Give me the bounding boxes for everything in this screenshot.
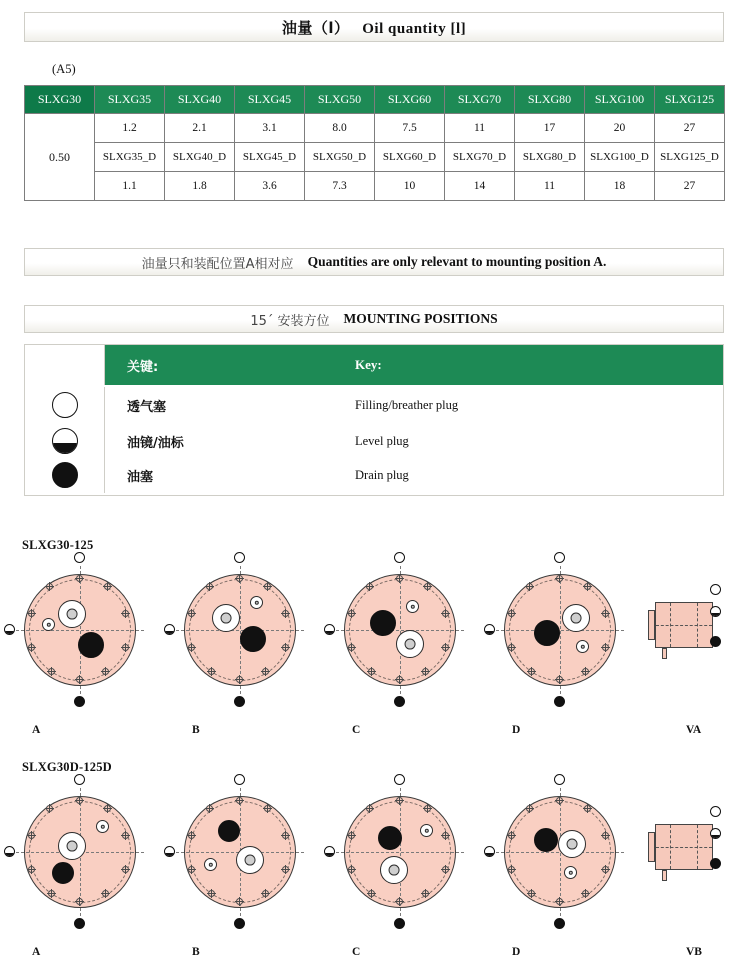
table-cell: 7.3 (305, 172, 375, 201)
table-cell: 20 (585, 114, 655, 143)
table-cell: 1.2 (95, 114, 165, 143)
table-row (25, 143, 725, 172)
centerline-vertical (400, 566, 401, 694)
bolt-icon (102, 668, 109, 675)
table-cell: SLXG40_D (165, 143, 235, 172)
input-shaft (378, 826, 402, 850)
bolt-icon (48, 668, 55, 675)
bolt-icon (28, 644, 35, 651)
bolt-icon (396, 575, 403, 582)
table-cell: 18 (585, 172, 655, 201)
gearbox-side-view (648, 824, 736, 870)
bolt-icon (206, 583, 213, 590)
bolt-icon (28, 866, 35, 873)
table-cell: SLXG45_D (235, 143, 305, 172)
marker-drain-plug (234, 918, 245, 929)
key-row-level-plug (25, 423, 723, 459)
bolt-icon (104, 583, 111, 590)
intermediate-shaft (420, 824, 433, 837)
table-cell: 27 (655, 172, 725, 201)
table-cell: 7.5 (375, 114, 445, 143)
bolt-icon (236, 575, 243, 582)
gear-position-label: C (352, 946, 361, 958)
bolt-icon (208, 890, 215, 897)
bolt-icon (396, 676, 403, 683)
mounting-diagram-row-d-variant (10, 784, 740, 964)
table-row (25, 114, 725, 143)
table-header-cell: SLXG50 (305, 86, 375, 114)
table-row (25, 172, 725, 201)
table-header-cell: SLXG35 (95, 86, 165, 114)
key-header-symbol-column (25, 345, 105, 385)
table-cell: 14 (445, 172, 515, 201)
bolt-icon (208, 668, 215, 675)
bolt-icon (188, 644, 195, 651)
bolt-icon (508, 610, 515, 617)
table-cell: SLXG125_D (655, 143, 725, 172)
mounting-flange (648, 610, 655, 640)
bolt-icon (396, 797, 403, 804)
key-symbol-cell (25, 423, 105, 459)
intermediate-shaft (564, 866, 577, 879)
marker-drain-plug (554, 918, 565, 929)
centerline-horizontal (656, 625, 712, 626)
table-cell: 3.6 (235, 172, 305, 201)
key-label-en: Drain plug (355, 467, 409, 482)
output-shaft (58, 600, 86, 628)
key-row-filling-breather-plug (25, 387, 723, 423)
output-shaft (58, 832, 86, 860)
gear-position-label: VA (686, 724, 702, 736)
bolt-icon (366, 805, 373, 812)
bolt-icon (526, 805, 533, 812)
note-text-cn: 油量只和装配位置A相对应 (141, 256, 294, 272)
gear-position-label: B (192, 946, 200, 958)
marker-level-plug (164, 624, 175, 635)
bolt-icon (188, 866, 195, 873)
bolt-icon (264, 583, 271, 590)
table-cell: SLXG60_D (375, 143, 445, 172)
bolt-icon (262, 890, 269, 897)
bolt-icon (366, 583, 373, 590)
table-header-cell: SLXG45 (235, 86, 305, 114)
mounting-text-en: MOUNTING POSITIONS (343, 311, 498, 326)
gear-position-label: B (192, 724, 200, 736)
key-header-en: Key: (355, 357, 382, 372)
marker-filling-breather-plug (710, 584, 721, 595)
marker-filling-breather-plug (710, 806, 721, 817)
bolt-icon (582, 668, 589, 675)
mounting-positions-bar (24, 305, 724, 333)
centerline-vertical (240, 566, 241, 694)
bolt-icon (188, 832, 195, 839)
marker-drain-plug (394, 918, 405, 929)
bolt-icon (602, 866, 609, 873)
bolt-icon (442, 610, 449, 617)
page-title-cn: 油量（l） (281, 18, 350, 37)
gear-diagram-position-vb (640, 784, 747, 964)
housing-body-side (655, 602, 713, 648)
table-cell: 1.8 (165, 172, 235, 201)
marker-level-plug (4, 846, 15, 857)
intermediate-shaft (576, 640, 589, 653)
bolt-icon (556, 797, 563, 804)
bolt-icon (282, 866, 289, 873)
mounting-flange (648, 832, 655, 862)
gear-position-label: A (32, 724, 41, 736)
page-title-en: Oil quantity [l] (362, 20, 467, 37)
bolt-icon (556, 676, 563, 683)
key-row-drain-plug (25, 457, 723, 493)
output-shaft (380, 856, 408, 884)
output-shaft (236, 846, 264, 874)
gear-diagram-position-c (330, 562, 470, 742)
housing-body-side (655, 824, 713, 870)
gear-diagram-position-b (170, 784, 310, 964)
key-label-en: Level plug (355, 433, 409, 448)
bolt-icon (76, 676, 83, 683)
bolt-icon (122, 866, 129, 873)
bolt-icon (188, 610, 195, 617)
marker-level-plug (324, 846, 335, 857)
table-cell: 27 (655, 114, 725, 143)
gearbox-housing (504, 796, 616, 908)
key-legend-header (25, 345, 723, 385)
bolt-icon (422, 890, 429, 897)
key-label-en: Filling/breather plug (355, 397, 459, 412)
input-shaft (240, 626, 266, 652)
bolt-icon (46, 805, 53, 812)
key-label-cn: 油镜/油标 (127, 435, 184, 451)
gearbox-housing (344, 796, 456, 908)
bolt-icon (602, 644, 609, 651)
table-cell: 10 (375, 172, 445, 201)
bolt-icon (282, 610, 289, 617)
key-header-cn: 关键: (127, 359, 159, 375)
gear-diagram-position-d (490, 784, 630, 964)
input-shaft (52, 862, 74, 884)
mounting-diagram-row-standard (10, 562, 740, 742)
input-shaft (78, 632, 104, 658)
bolt-icon (528, 668, 535, 675)
key-label-cn: 透气塞 (127, 399, 167, 415)
bolt-icon (508, 832, 515, 839)
bolt-icon (348, 610, 355, 617)
output-shaft (212, 604, 240, 632)
page-title (282, 17, 466, 38)
gear-diagram-position-c (330, 784, 470, 964)
plug-half-icon (52, 428, 78, 454)
input-shaft (370, 610, 396, 636)
marker-level-plug (324, 624, 335, 635)
marker-filling-breather-plug (554, 552, 565, 563)
table-header-cell: SLXG125 (655, 86, 725, 114)
table-cell: 17 (515, 114, 585, 143)
table-header-cell: SLXG40 (165, 86, 235, 114)
intermediate-shaft (204, 858, 217, 871)
table-header-cell: SLXG100 (585, 86, 655, 114)
bolt-icon (76, 898, 83, 905)
bolt-icon (264, 805, 271, 812)
table-cell: 8.0 (305, 114, 375, 143)
oil-quantity-table (24, 85, 725, 201)
table-cell: 2.1 (165, 114, 235, 143)
table-header-cell: SLXG70 (445, 86, 515, 114)
centerline-horizontal (656, 847, 712, 848)
table-header-cell: SLXG30 (25, 86, 95, 114)
gear-position-label: C (352, 724, 361, 736)
bolt-icon (556, 898, 563, 905)
section-heading-slxg30d-125d: SLXG30D-125D (22, 760, 112, 774)
bolt-icon (348, 832, 355, 839)
intermediate-shaft (96, 820, 109, 833)
key-label-cn: 油塞 (127, 469, 154, 485)
bolt-icon (348, 644, 355, 651)
output-shaft (562, 604, 590, 632)
plug-open-icon (52, 392, 78, 418)
table-cell: SLXG35_D (95, 143, 165, 172)
marker-level-plug (484, 846, 495, 857)
section-heading-slxg30-125: SLXG30-125 (22, 538, 94, 552)
marker-level-plug (710, 828, 721, 839)
first-column-value: 0.50 (25, 114, 95, 201)
bolt-icon (236, 676, 243, 683)
shaft-stub (662, 870, 667, 881)
bolt-icon (526, 583, 533, 590)
gearbox-housing (24, 574, 136, 686)
bolt-icon (236, 797, 243, 804)
bolt-icon (584, 805, 591, 812)
note-bar (24, 248, 724, 276)
bolt-icon (556, 575, 563, 582)
bolt-icon (442, 866, 449, 873)
marker-filling-breather-plug (74, 774, 85, 785)
bolt-icon (582, 890, 589, 897)
bolt-icon (262, 668, 269, 675)
shaft-stub (662, 648, 667, 659)
gear-diagram-position-va (640, 562, 747, 742)
gear-diagram-position-b (170, 562, 310, 742)
bolt-icon (122, 644, 129, 651)
bolt-icon (102, 890, 109, 897)
marker-filling-breather-plug (234, 774, 245, 785)
table-header-cell: SLXG80 (515, 86, 585, 114)
input-shaft (218, 820, 240, 842)
marker-level-plug (4, 624, 15, 635)
key-legend-box (24, 344, 724, 496)
gear-position-label: VB (686, 946, 702, 958)
marker-drain-plug (74, 696, 85, 707)
bolt-icon (508, 866, 515, 873)
table-cell: SLXG80_D (515, 143, 585, 172)
gear-position-label: D (512, 724, 521, 736)
gearbox-housing (184, 574, 296, 686)
marker-drain-plug (710, 858, 721, 869)
marker-filling-breather-plug (394, 774, 405, 785)
bolt-icon (442, 644, 449, 651)
table-header-row (25, 86, 725, 114)
bolt-icon (442, 832, 449, 839)
intermediate-shaft (42, 618, 55, 631)
marker-drain-plug (554, 696, 565, 707)
page-title-bar (24, 12, 724, 42)
bolt-icon (236, 898, 243, 905)
bolt-icon (422, 668, 429, 675)
bolt-icon (206, 805, 213, 812)
marker-filling-breather-plug (234, 552, 245, 563)
bolt-icon (396, 898, 403, 905)
bolt-icon (76, 575, 83, 582)
table-cell: 3.1 (235, 114, 305, 143)
table-cell: 11 (445, 114, 515, 143)
bolt-icon (122, 832, 129, 839)
bolt-icon (28, 832, 35, 839)
centerline-vertical (80, 566, 81, 694)
bolt-icon (282, 832, 289, 839)
plug-filled-icon (52, 462, 78, 488)
centerline-vertical (560, 566, 561, 694)
bolt-icon (368, 668, 375, 675)
bolt-icon (122, 610, 129, 617)
marker-drain-plug (74, 918, 85, 929)
output-shaft (558, 830, 586, 858)
centerline-vertical (400, 788, 401, 916)
marker-filling-breather-plug (554, 774, 565, 785)
bolt-icon (48, 890, 55, 897)
marker-filling-breather-plug (74, 552, 85, 563)
note-text-en: Quantities are only relevant to mounting position A. (307, 254, 607, 269)
gearbox-housing (504, 574, 616, 686)
input-shaft (534, 828, 558, 852)
marker-drain-plug (234, 696, 245, 707)
bolt-icon (28, 610, 35, 617)
gearbox-housing (344, 574, 456, 686)
input-shaft (534, 620, 560, 646)
bolt-icon (508, 644, 515, 651)
gear-diagram-position-a (10, 784, 150, 964)
table-cell: 1.1 (95, 172, 165, 201)
marker-filling-breather-plug (394, 552, 405, 563)
bolt-icon (348, 866, 355, 873)
gear-diagram-position-a (10, 562, 150, 742)
gear-diagram-position-d (490, 562, 630, 742)
key-symbol-cell (25, 387, 105, 423)
output-shaft (396, 630, 424, 658)
bolt-icon (368, 890, 375, 897)
gearbox-side-view (648, 602, 736, 648)
gear-position-label: D (512, 946, 521, 958)
bolt-icon (76, 797, 83, 804)
table-cell: SLXG70_D (445, 143, 515, 172)
intermediate-shaft (250, 596, 263, 609)
mounting-text-cn: 15´ 安装方位 (250, 313, 330, 329)
intermediate-shaft (406, 600, 419, 613)
bolt-icon (46, 583, 53, 590)
bolt-icon (528, 890, 535, 897)
bolt-icon (602, 832, 609, 839)
bolt-icon (104, 805, 111, 812)
table-cell: 11 (515, 172, 585, 201)
marker-drain-plug (710, 636, 721, 647)
marker-level-plug (164, 846, 175, 857)
bolt-icon (282, 644, 289, 651)
bolt-icon (584, 583, 591, 590)
gearbox-housing (24, 796, 136, 908)
table-header-cell: SLXG60 (375, 86, 445, 114)
gearbox-housing (184, 796, 296, 908)
bolt-icon (424, 583, 431, 590)
gear-position-label: A (32, 946, 41, 958)
bolt-icon (424, 805, 431, 812)
key-symbol-cell (25, 457, 105, 493)
table-cell: SLXG100_D (585, 143, 655, 172)
marker-level-plug (484, 624, 495, 635)
table-cell: SLXG50_D (305, 143, 375, 172)
table-reference-label: (A5) (52, 62, 76, 76)
marker-level-plug (710, 606, 721, 617)
marker-drain-plug (394, 696, 405, 707)
bolt-icon (602, 610, 609, 617)
